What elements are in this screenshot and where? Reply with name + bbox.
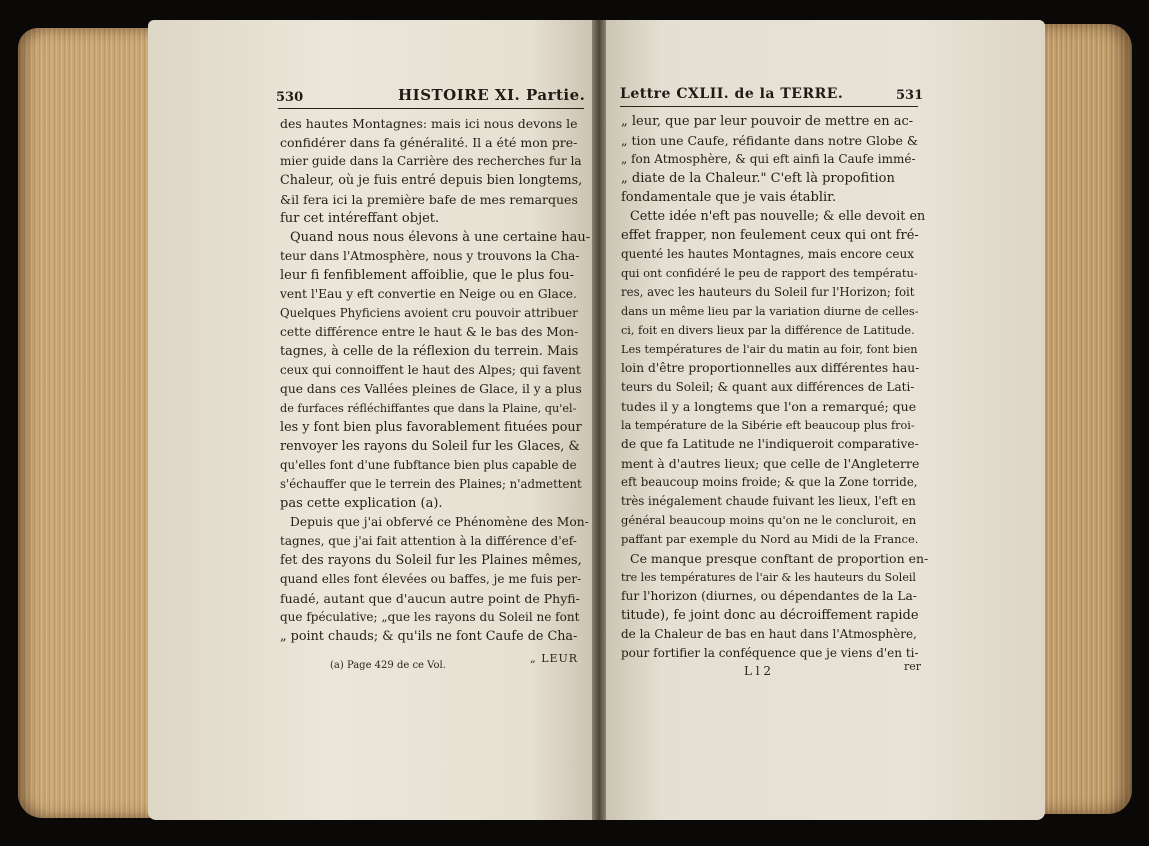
text-line: de la Chaleur de bas en haut dans l'Atmosphère, [621,627,917,641]
text-line: renvoyer les rayons du Soleil fur les Glaces, & [280,439,580,454]
right-page-edges [1040,24,1132,814]
text-line: des hautes Montagnes: mais ici nous devons le [280,116,578,131]
text-line: qui ont confidéré le peu de rapport des températu- [621,266,918,280]
text-line: pas cette explication (a). [280,496,443,511]
text-line: la température de la Sibérie eft beaucoup plus froi- [621,419,915,432]
text-line: „ leur, que par leur pouvoir de mettre en ac- [621,114,914,129]
text-line: de furfaces réfléchiffantes que dans la Plaine, qu'el- [280,402,577,415]
text-line: leur fi fenfiblement affoiblie, que le plus fou- [280,268,574,283]
right-running-head: Lettre CXLII. de la TERRE. [620,86,844,102]
text-line: „ fon Atmosphère, & qui eft ainfi la Caufe immé- [621,152,916,166]
text-line: eft beaucoup moins froide; & que la Zone torride, [621,475,918,489]
text-line: Cette idée n'eft pas nouvelle; & elle devoit en [630,209,926,224]
text-line: loin d'être proportionnelles aux différentes hau- [621,361,920,375]
text-line: tagnes, que j'ai fait attention à la différence d'ef- [280,534,577,548]
text-line: teurs du Soleil; & quant aux différences de Lati- [621,380,915,394]
text-line: quenté les hautes Montagnes, mais encore ceux [621,247,915,261]
text-line: Les températures de l'air du matin au foir, font bien [621,343,918,356]
text-line: général beaucoup moins qu'on ne le concluroit, en [621,513,917,527]
footnote: (a) Page 429 de ce Vol. [330,660,446,671]
left-running-head: HISTOIRE XI. Partie. [398,86,586,104]
text-line: pour fortifier la conféquence que je viens d'en ti- [621,646,919,660]
text-line: teur dans l'Atmosphère, nous y trouvons la Cha- [280,249,580,263]
text-line: de que fa Latitude ne l'indiqueroit comparative- [621,437,919,451]
text-line: les y font bien plus favorablement fituées pour [280,420,582,435]
text-line: quand elles font élevées ou baffes, je me fuis per- [280,572,582,586]
text-line: Ce manque presque conftant de proportion en- [630,551,929,566]
text-line: effet frapper, non feulement ceux qui ont fré- [621,228,919,243]
left-catchword: „ LEUR [530,652,579,665]
text-line: Quelques Phyficiens avoient cru pouvoir attribuer [280,306,578,320]
text-line: confidérer dans fa généralité. Il a été mon pre- [280,135,578,150]
text-line: „ diate de la Chaleur." C'eft là propofition [621,171,895,186]
text-line: fur l'horizon (diurnes, ou dépendantes de la La- [621,589,917,603]
text-line: tagnes, à celle de la réflexion du terrein. Mais [280,344,579,359]
text-line: Quand nous nous élevons à une certaine hau- [290,230,591,245]
text-line: cette différence entre le haut & le bas des Mon- [280,325,579,339]
text-line: que dans ces Vallées pleines de Glace, il y a plus [280,382,582,396]
text-line: Chaleur, où je fuis entré depuis bien longtems, [280,173,583,188]
text-line: fet des rayons du Soleil fur les Plaines mêmes, [280,553,582,568]
text-line: &il fera ici la première bafe de mes remarques [280,192,578,207]
text-line: titude), fe joint donc au décroiffement rapide [621,608,919,623]
text-line: tre les températures de l'air & les hauteurs du Soleil [621,571,916,584]
text-line: ceux qui connoiffent le haut des Alpes; qui favent [280,363,581,377]
right-catchword: rer [904,660,922,673]
left-page-number: 530 [276,90,304,105]
text-line: ment à d'autres lieux; que celle de l'Angleterre [621,456,920,471]
text-line: paffant par exemple du Nord au Midi de la France. [621,532,919,546]
left-header-rule [278,108,584,109]
text-line: dans un même lieu par la variation diurne de celles- [621,305,919,318]
text-line: ci, foit en divers lieux par la différence de Latitude. [621,324,915,337]
text-line: s'échauffer que le terrein des Plaines; n'admettent [280,477,582,491]
text-line: Depuis que j'ai obfervé ce Phénomène des Mon- [290,515,589,529]
left-page-edges [18,28,158,818]
text-line: „ tion une Caufe, réfidante dans notre Globe & [621,133,918,148]
signature-mark: L l 2 [744,664,772,678]
text-line: fondamentale que je vais établir. [621,190,837,205]
text-line: que fpéculative; „que les rayons du Soleil ne font [280,610,580,624]
right-page-number: 531 [896,88,924,103]
text-line: fur cet intéreffant objet. [280,211,440,226]
text-line: qu'elles font d'une fubftance bien plus capable de [280,458,577,472]
right-header-rule [620,106,918,107]
text-line: „ point chauds; & qu'ils ne font Caufe de Cha- [280,629,578,644]
text-line: mier guide dans la Carrière des recherches fur la [280,154,582,168]
text-line: tudes il y a longtems que l'on a remarqué; que [621,399,917,414]
text-line: vent l'Eau y eft convertie en Neige ou en Glace. [280,287,577,301]
text-line: fuadé, autant que d'aucun autre point de Phyfi- [280,591,580,606]
text-line: res, avec les hauteurs du Soleil fur l'Horizon; foit [621,285,915,299]
book-gutter [592,20,606,820]
text-line: très inégalement chaude fuivant les lieux, l'eft en [621,494,916,508]
